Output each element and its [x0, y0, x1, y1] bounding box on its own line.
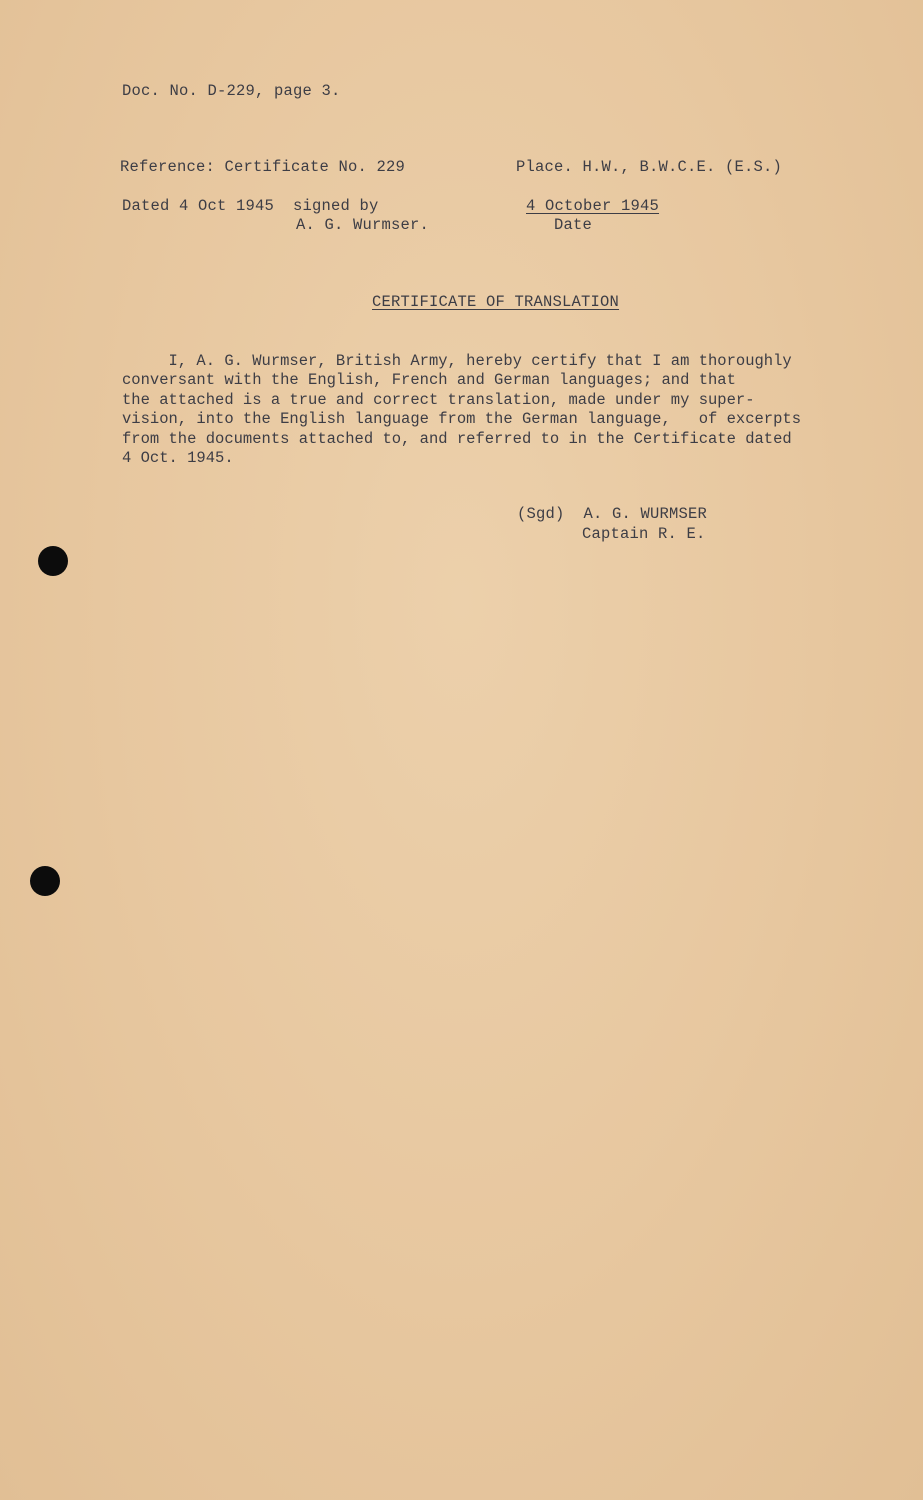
body-line: 4 Oct. 1945.	[122, 449, 234, 468]
place-line: Place. H.W., B.W.C.E. (E.S.)	[516, 158, 783, 176]
date-label: Date	[554, 216, 593, 234]
signer-name: A. G. Wurmser.	[296, 216, 430, 234]
signature-rank: Captain R. E.	[582, 525, 706, 543]
body-line: from the documents attached to, and referred to in the Certificate dated	[122, 429, 792, 448]
punch-hole	[30, 866, 60, 896]
body-line: conversant with the English, French and German languages; and that	[122, 371, 736, 390]
dated-line: Dated 4 Oct 1945 signed by	[122, 197, 379, 215]
body-line: the attached is a true and correct translation, made under my super-	[122, 390, 755, 409]
body-line: I, A. G. Wurmser, British Army, hereby certify that I am thoroughly	[122, 352, 792, 370]
signature-line: (Sgd) A. G. WURMSER	[517, 505, 708, 523]
body-line: vision, into the English language from the German language, of excerpts	[122, 410, 802, 429]
punch-hole	[38, 546, 68, 576]
date-value: 4 October 1945	[526, 197, 660, 215]
doc-number: Doc. No. D-229, page 3.	[122, 82, 341, 100]
certificate-title: CERTIFICATE OF TRANSLATION	[372, 293, 620, 311]
reference-line: Reference: Certificate No. 229	[120, 158, 406, 176]
certificate-body	[122, 352, 842, 468]
